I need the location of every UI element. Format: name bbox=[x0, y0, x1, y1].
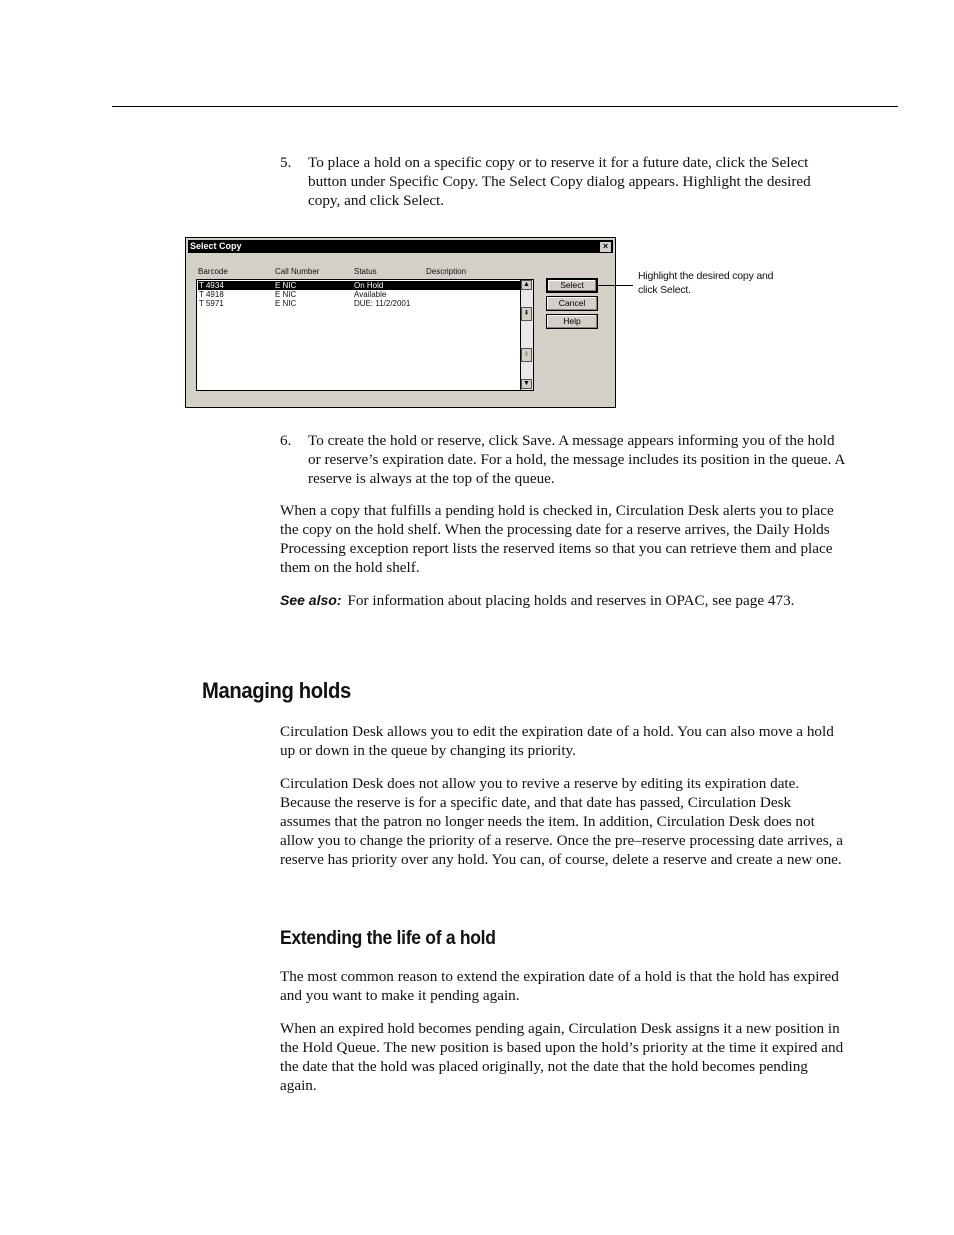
cell-barcode: T 4934 bbox=[199, 281, 224, 290]
vertical-scrollbar[interactable] bbox=[520, 280, 533, 390]
table-row[interactable] bbox=[198, 281, 522, 290]
subsection-heading: Extending the life of a hold bbox=[280, 928, 496, 949]
callout-text: Highlight the desired copy and click Select. bbox=[638, 270, 774, 296]
dialog-title: Select Copy bbox=[190, 241, 242, 251]
scroll-page-down-icon[interactable]: ⇟ bbox=[521, 348, 532, 362]
step-6 bbox=[280, 431, 845, 488]
select-button[interactable]: Select bbox=[546, 278, 598, 293]
callout-leader-line bbox=[597, 285, 633, 286]
scroll-page-up-icon[interactable]: ⇞ bbox=[521, 307, 532, 321]
cancel-button[interactable]: Cancel bbox=[546, 296, 598, 311]
paragraph-managing-2: Circulation Desk does not allow you to revive a reserve by editing its expiration date. Because the reserve is for a specific date, and that date has passed, Circulation Desk assumes that the patron no longer needs the item. In addition, Circulation Desk does not allow you to change the priority of a reserve. Once the pre–reserve processing date arrives, a reserve has priority over any hold. You can, of course, delete a reserve and create a new one. bbox=[280, 775, 843, 868]
table-row[interactable] bbox=[198, 290, 522, 299]
see-also-text: For information about placing holds and reserves in OPAC, see page 473. bbox=[347, 592, 795, 609]
cell-call-number: E NIC bbox=[275, 290, 297, 299]
help-button[interactable]: Help bbox=[546, 314, 598, 329]
cell-call-number: E NIC bbox=[275, 299, 297, 308]
column-header-status[interactable]: Status bbox=[354, 267, 377, 276]
paragraph-managing-1: Circulation Desk allows you to edit the expiration date of a hold. You can also move a hold up or down in the queue by changing its priority. bbox=[280, 723, 834, 759]
scroll-down-icon[interactable]: ▼ bbox=[521, 379, 532, 389]
cell-barcode: T 4918 bbox=[199, 290, 224, 299]
section-heading: Managing holds bbox=[202, 678, 351, 703]
paragraph-checkin: When a copy that fulfills a pending hold is checked in, Circulation Desk alerts you to place the copy on the hold shelf. When the processing date for a reserve arrives, the Daily Holds Processing exception report lists the reserved items so that you can retrieve them and place them on the hold shelf. bbox=[280, 502, 834, 576]
step-5 bbox=[280, 153, 845, 210]
table-row[interactable] bbox=[198, 299, 522, 308]
step-text: To create the hold or reserve, click Save. A message appears informing you of the hold or reserve’s expiration date. For a hold, the message includes its position in the queue. A reserve is always at the top of the queue. bbox=[308, 432, 845, 487]
select-copy-dialog bbox=[185, 237, 616, 408]
step-number: 6. bbox=[280, 432, 292, 449]
dialog-title-bar bbox=[188, 240, 613, 253]
close-icon[interactable]: × bbox=[599, 241, 612, 253]
cell-status: Available bbox=[354, 290, 387, 299]
column-header-call-number[interactable]: Call Number bbox=[275, 267, 320, 276]
scroll-up-icon[interactable]: ▲ bbox=[521, 280, 532, 290]
paragraph-extending-1: The most common reason to extend the expiration date of a hold is that the hold has expired and you want to make it pending again. bbox=[280, 968, 839, 1004]
step-text: To place a hold on a specific copy or to reserve it for a future date, click the Select button under Specific Copy. The Select Copy dialog appears. Highlight the desired copy, and click Select. bbox=[308, 154, 811, 209]
paragraph-extending-2: When an expired hold becomes pending again, Circulation Desk assigns it a new position in the Hold Queue. The new position is based upon the hold’s priority at the time it expired and the date that the hold was placed originally, not the date that the hold becomes pending again. bbox=[280, 1020, 844, 1094]
copy-list[interactable] bbox=[196, 279, 534, 391]
see-also-label: See also: bbox=[280, 592, 342, 608]
column-header-description[interactable]: Description bbox=[426, 267, 467, 276]
column-header-barcode[interactable]: Barcode bbox=[198, 267, 228, 276]
see-also-note bbox=[280, 591, 845, 610]
cell-status: On Hold bbox=[354, 281, 384, 290]
cell-status: DUE: 11/2/2001 bbox=[354, 299, 411, 308]
cell-barcode: T 5971 bbox=[199, 299, 224, 308]
header-rule bbox=[112, 106, 898, 107]
step-number: 5. bbox=[280, 154, 292, 171]
cell-call-number: E NIC bbox=[275, 281, 297, 290]
